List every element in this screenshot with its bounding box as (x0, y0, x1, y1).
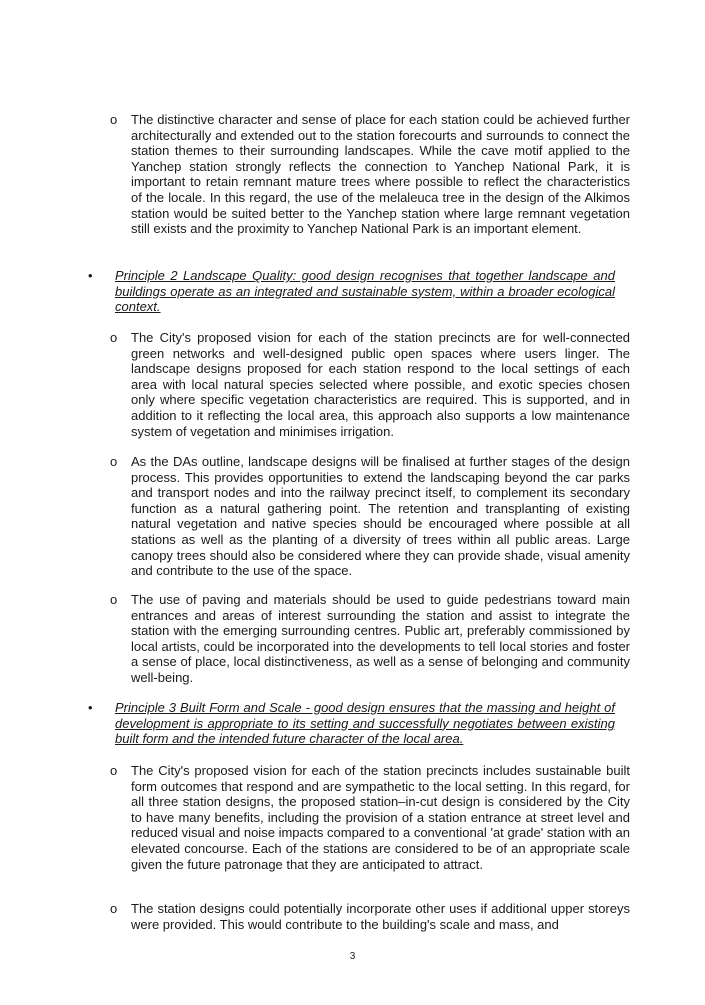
principle-2-heading: Principle 2 Landscape Quality: good design recognises that together landscape and buildings operate as an integrated and sustainable system, within a broader ecological context. (115, 268, 615, 315)
sub-bullet-marker: o (110, 112, 118, 127)
sub-bullet-marker: o (110, 901, 118, 916)
page-number: 3 (349, 951, 356, 962)
paragraph-landscape-vision: The City's proposed vision for each of the station precincts are for well-connected green networks and well-designed public open spaces where users linger. The landscape designs proposed for each station respond to the local settings of each area with local natural species selected where possible, and exotic species chosen only where specific vegetation characteristics are required. This is supported, and in addition to it reflecting the local area, this approach also supports a low maintenance system of vegetation and minimises irrigation. (131, 330, 630, 439)
sub-bullet-marker: o (110, 330, 118, 345)
paragraph-station-character: The distinctive character and sense of place for each station could be achieved further architecturally and extended out to the station forecourts and surrounds to connect the station themes to their surrounding landscapes. While the cave motif applied to the Yanchep station strongly reflects the connection to Yanchep National Park, it is important to retain remnant mature trees where possible to reflect the characteristics of the locale. In this regard, the use of the melaleuca tree in the design of the Alkimos station would be suited better to the Yanchep station where large remnant vegetation still exists and the proximity to Yanchep National Park is an important element. (131, 112, 630, 237)
sub-bullet-marker: o (110, 763, 118, 778)
principle-bullet-marker: • (88, 700, 93, 715)
principle-bullet-marker: • (88, 268, 93, 283)
paragraph-station-uses: The station designs could potentially incorporate other uses if additional upper storeys were provided. This would contribute to the building's scale and mass, and (131, 901, 630, 932)
sub-bullet-marker: o (110, 592, 118, 607)
principle-3-heading: Principle 3 Built Form and Scale - good design ensures that the massing and height of development is appropriate to its setting and successfully negotiates between existing built form and the intended future character of the local area. (115, 700, 615, 747)
paragraph-built-form: The City's proposed vision for each of the station precincts includes sustainable built form outcomes that respond and are sympathetic to the local setting. In this regard, for all three station designs, the proposed station–in-cut design is considered by the City to have many benefits, including the provision of a station entrance at street level and reduced visual and noise impacts compared to a conventional 'at grade' station with an elevated concourse. Each of the stations are considered to be of an appropriate scale given the future patronage that they are anticipated to attract. (131, 763, 630, 872)
sub-bullet-marker: o (110, 454, 118, 469)
paragraph-paving-materials: The use of paving and materials should be used to guide pedestrians toward main entrances and areas of interest surrounding the station and assist to integrate the station with the emerging surrounding centres. Public art, preferably commissioned by local artists, could be incorporated into the developments to tell local stories and foster a sense of place, local distinctiveness, as well as a sense of belonging and community well-being. (131, 592, 630, 685)
paragraph-landscape-designs: As the DAs outline, landscape designs will be finalised at further stages of the design process. This provides opportunities to extend the landscaping beyond the car parks and transport nodes and into the railway precinct itself, to complement its secondary function as a natural gathering point. The retention and transplanting of existing natural vegetation and native species should be encouraged where possible at all stations as well as the planting of a diversity of trees within all public areas. Large canopy trees should also be considered where they can provide shade, visual amenity and contribute to the use of the space. (131, 454, 630, 579)
